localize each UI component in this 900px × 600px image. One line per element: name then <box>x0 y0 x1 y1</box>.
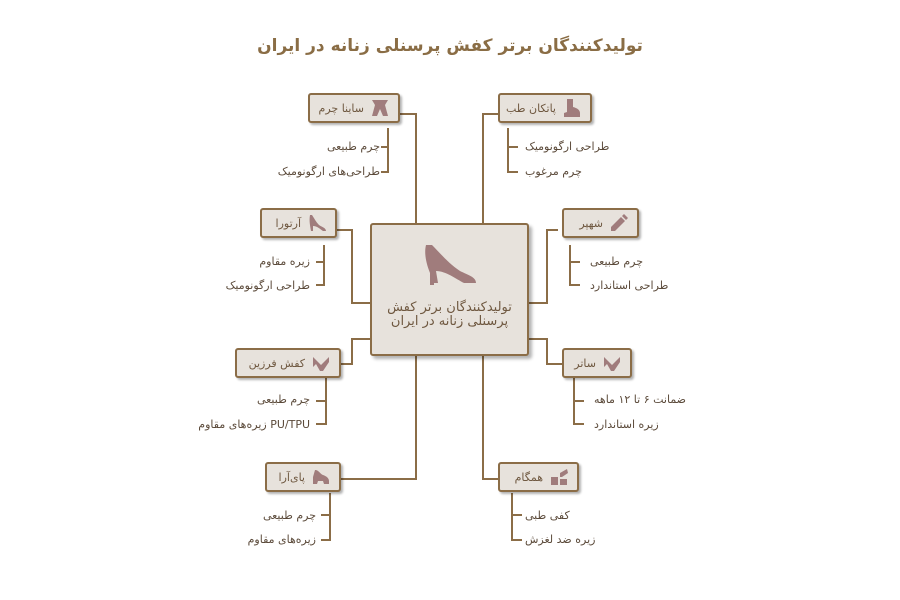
branch-item: طراحی ارگونومیک <box>525 140 610 153</box>
branch-node-sater[interactable] <box>562 348 632 378</box>
branch-node-hamgam[interactable] <box>498 462 579 492</box>
branch-node-kafsh-farzin[interactable] <box>235 348 341 378</box>
bracket-farzin <box>316 378 326 424</box>
branch-item: PU/TPU زیره‌های مقاوم <box>198 418 310 431</box>
branch-label: پای‌آرا <box>278 470 305 484</box>
connector-sater <box>529 339 562 364</box>
branch-item: زیره مقاوم <box>259 255 310 268</box>
connector-trunk-left-bottom <box>341 356 416 479</box>
connector-trunk-right <box>483 114 498 223</box>
diagram-title: تولیدکنندگان برتر کفش پرسنلی زنانه در ایران <box>257 36 643 56</box>
branch-node-patkan-teb[interactable] <box>498 93 592 123</box>
branch-item: چرم مرغوب <box>525 165 582 178</box>
heel-shoe-icon <box>311 353 331 373</box>
branch-node-shahpar[interactable] <box>562 208 639 238</box>
connector-trunk-right-bottom <box>483 356 498 479</box>
branch-node-saina-charm[interactable] <box>308 93 400 123</box>
bracket-payara <box>321 493 330 540</box>
bracket-arturra <box>316 245 324 285</box>
branch-item: چرم طبیعی <box>262 509 316 522</box>
branch-label: کفش فرزین <box>248 356 305 370</box>
heel-shoe-icon <box>602 353 622 373</box>
connector-shahpar <box>529 230 558 303</box>
branch-label: آرتورا <box>275 216 301 230</box>
branch-label: پاتکان طب <box>505 101 556 115</box>
branch-label: شهپر <box>579 216 603 230</box>
branch-item: زیره‌های مقاوم <box>247 533 316 546</box>
high-heel-icon <box>307 213 327 233</box>
branch-item: زیره استاندارد <box>594 418 659 431</box>
bracket-hamgam <box>512 493 522 540</box>
connector-trunk-left <box>400 114 416 223</box>
branch-item: طراحی‌های ارگونومیک <box>277 165 380 178</box>
branch-item: چرم طبیعی <box>590 255 644 268</box>
branch-item: طراحی ارگونومیک <box>225 279 310 292</box>
connector-arturra <box>337 230 370 303</box>
sandal-icon <box>370 98 390 118</box>
branch-item: طراحی استاندارد <box>590 279 669 292</box>
branch-label: ساینا چرم <box>318 101 364 115</box>
pencil-icon <box>609 213 629 233</box>
branch-node-arturra[interactable] <box>260 208 337 238</box>
bracket-saina <box>381 128 388 172</box>
branch-item: زیره ضد لغزش <box>525 533 596 546</box>
high-heel-icon <box>372 239 527 287</box>
center-node[interactable] <box>370 223 529 356</box>
platform-sandal-icon <box>311 467 331 487</box>
branch-label: همگام <box>514 470 543 484</box>
bracket-shahpar <box>570 245 580 285</box>
connector-farzin <box>341 339 370 364</box>
center-label: تولیدکنندگان برتر کفش پرسنلی زنانه در ایران <box>387 300 512 329</box>
branch-item: ضمانت ۶ تا ۱۲ ماهه <box>594 393 687 406</box>
branch-item: چرم طبیعی <box>326 140 380 153</box>
bracket-sater <box>574 378 584 424</box>
branch-item: کفی طبی <box>525 509 570 522</box>
branch-label: ساتر <box>574 356 596 370</box>
branch-item: چرم طبیعی <box>256 393 310 406</box>
boot-icon <box>562 98 582 118</box>
branch-node-payara[interactable] <box>265 462 341 492</box>
shoe-rack-icon <box>549 467 569 487</box>
bracket-patkan <box>508 128 518 172</box>
